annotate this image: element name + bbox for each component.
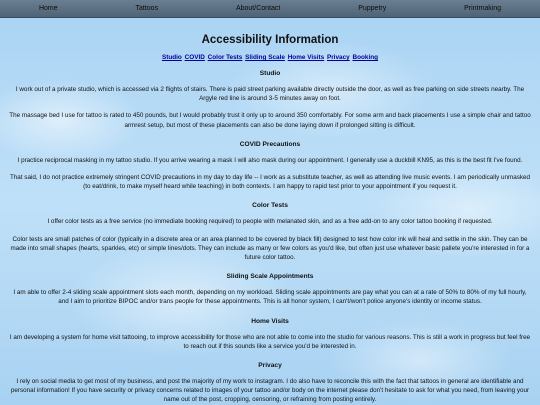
color-tests-paragraph-2: Color tests are small patches of color (typically in a discrete area or an area planned to be covered by black fill) designed to test how color ink will heal and settle in the skin. They can be made into small shapes (hearts, sparkles, etc) or simple lines/dots. They can include as many or few colors as you'd like, but often just use whatever basic pallete you're interested in for a future color tattoo. (10, 235, 530, 262)
toc-link-sliding-scale[interactable]: Sliding Scale (245, 54, 285, 61)
nav-home-link[interactable]: Home (38, 5, 58, 12)
nav-about-contact-link[interactable]: About/Contact (235, 5, 281, 12)
home-visits-paragraph: I am developing a system for home visit tattooing, to improve accessibility for those who are not able to come into the studio for various reasons. This is still a work in progress but feel free to reach out if this sounds like a service you'd be interested in. (9, 333, 531, 350)
covid-paragraph-1: I practice reciprocal masking in my tattoo studio. If you arrive wearing a mask I will also mask during our appointment. I generally use a duckbill KN95, as this is the best fit I've found. (17, 156, 523, 164)
home-visits-heading: Home Visits (251, 317, 289, 325)
toc-link-booking[interactable]: Booking (352, 54, 379, 61)
covid-paragraph-2: That said, I do not practice extremely stringent COVID precautions in my day to day life -- I work as a substitute teacher, as well as attending live music events. I am periodically unmasked (to eat/drink, to make myself heard while teaching) in both contexts. I am happy to rapid test prior to your appointment if you request it. (9, 174, 531, 191)
nav-puppetry-link[interactable]: Puppetry (358, 5, 387, 12)
page-title: Accessibility Information (201, 34, 339, 46)
toc-link-studio[interactable]: Studio (161, 54, 182, 61)
section-links (0, 54, 540, 61)
studio-paragraph-2: The massage bed I use for tattoo is rated to 450 pounds, but I would probably trust it only up to around 350 comfortably. For some arm and back placements I use a simple chair and tattoo armrest setup, but most of these placements can also be done laying down if prolonged sitting is difficult. (9, 112, 531, 129)
privacy-heading: Privacy (258, 362, 282, 370)
toc-link-color-tests[interactable]: Color Tests (207, 54, 243, 61)
nav-printmaking-link[interactable]: Printmaking (464, 5, 502, 12)
toc-link-home-visits[interactable]: Home Visits (287, 54, 325, 61)
top-navigation (0, 0, 540, 18)
home-visits-section (0, 318, 540, 351)
studio-heading: Studio (259, 70, 281, 77)
toc-link-covid[interactable]: COVID (184, 54, 205, 61)
sliding-scale-heading: Sliding Scale Appointments (226, 273, 314, 281)
main-content (0, 17, 540, 405)
sliding-scale-section (0, 273, 540, 306)
color-tests-section (0, 202, 540, 262)
covid-heading: COVID Precautions (239, 140, 301, 148)
toc-link-privacy[interactable]: Privacy (326, 54, 350, 61)
sliding-scale-paragraph: I am able to offer 2-4 sliding scale appointment slots each month, depending on my workload. Sliding scale appointments are pay what you can at a rate of 50% to 80% of my full hourly, and I aim to prioritize BIPOC and/or trans people for these appointments. This is all honor system, I can't/won't police anyone's identity or income status. (13, 289, 527, 306)
privacy-paragraph: I rely on social media to get most of my business, and post the majority of my work to instagram. I do also have to reconcile this with the fact that tattoos in general are identifiable and personal information! If you have security or privacy concerns related to images of your tattoo and/or body on the internet please don't hesitate to ask for what you need, from leaving your name out of the post, cropping, censoring, or refraining from posting entirely. (10, 378, 530, 404)
studio-paragraph-1: I work out of a private studio, which is accessed via 2 flights of stairs. There is paid street parking available directly outside the door, as well as free parking on side streets nearby. The Argyle red line is around 3-5 minutes away on foot. (15, 86, 525, 103)
nav-tattoos-link[interactable]: Tattoos (135, 5, 159, 12)
color-tests-heading: Color Tests (252, 202, 288, 210)
privacy-section (0, 362, 540, 405)
studio-section (0, 70, 540, 130)
covid-section (0, 141, 540, 192)
color-tests-paragraph-1: I offer color tests as a free service (no immediate booking required) to people with melanated skin, and as a free add-on to any color tattoo booking if requested. (47, 218, 493, 226)
